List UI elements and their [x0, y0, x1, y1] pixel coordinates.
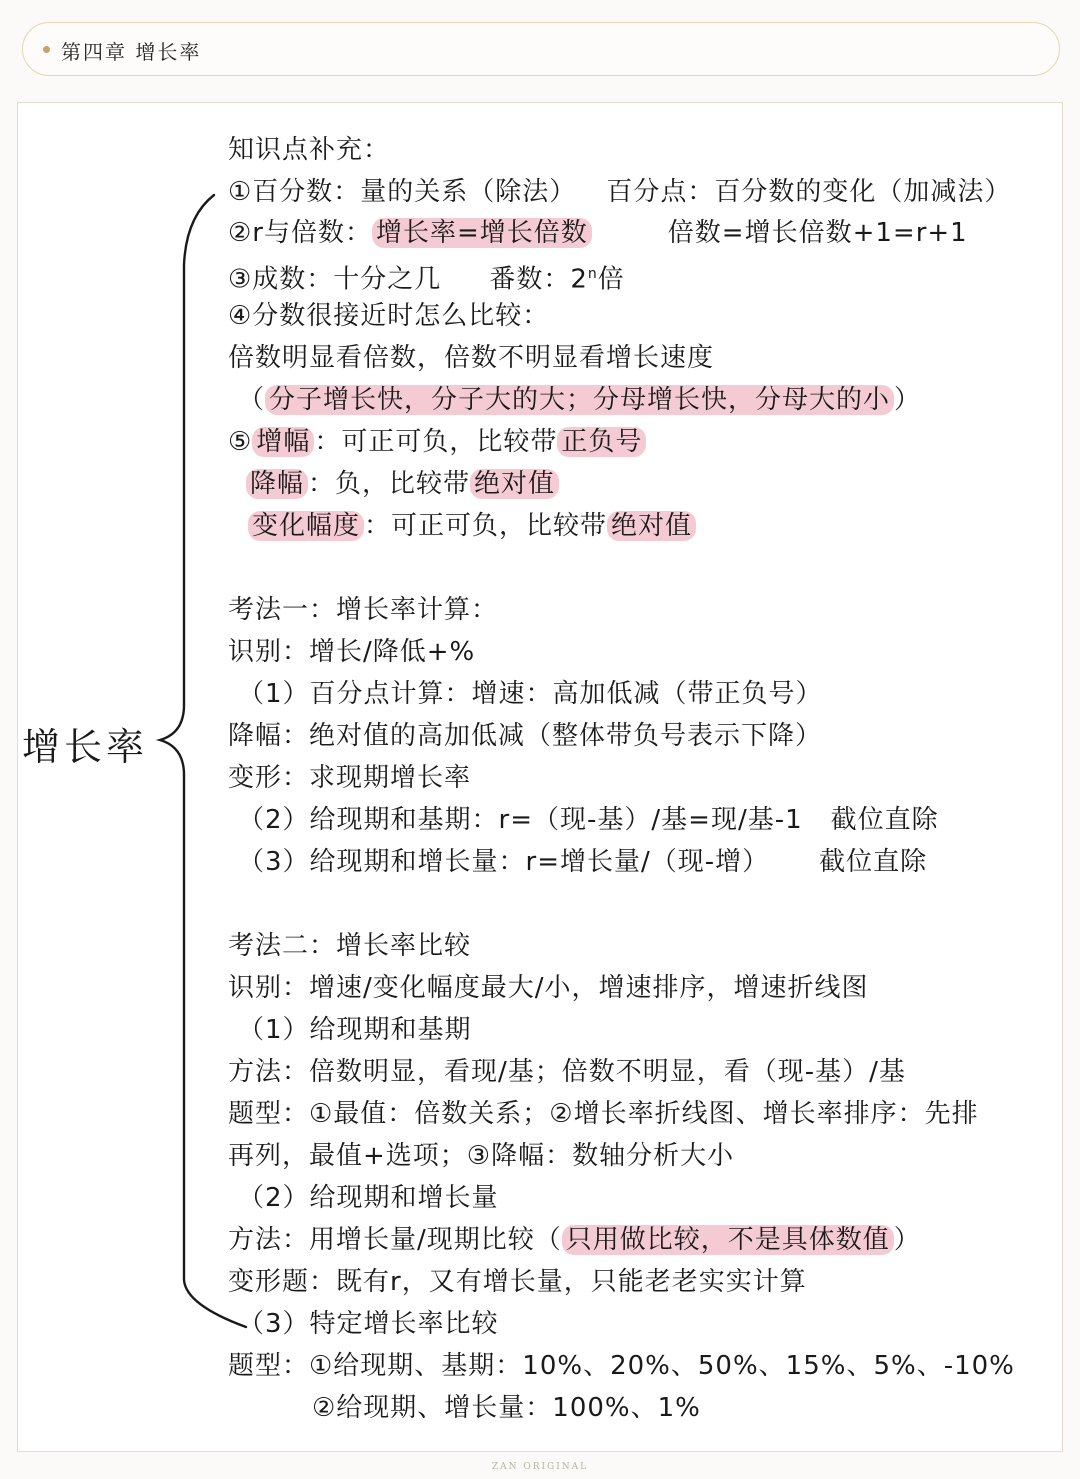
item-5c-mid: ：可正可负，比较带: [364, 511, 608, 541]
method-2-title: 考法二：增长率比较: [228, 931, 472, 961]
method-2-identify: 识别：增速/变化幅度最大/小，增速排序，增速折线图: [228, 973, 869, 1003]
method-2-point-2: （2）给现期和增长量: [238, 1183, 499, 1213]
point-3-note: 截位直除: [819, 847, 928, 877]
highlight: 增幅: [252, 427, 314, 457]
supplement-item-2: [228, 217, 968, 249]
method-2-point-3-types: 题型：①给现期、基期：10%、20%、50%、15%、5%、-10%: [228, 1351, 1015, 1381]
method-1-point-1b: 降幅：绝对值的高加低减（整体带负号表示下降）: [228, 721, 823, 751]
bullet-dot-icon: [43, 46, 50, 53]
close-paren: ）: [894, 385, 922, 415]
supplement-item-4: ④分数很接近时怎么比较：: [228, 301, 550, 331]
highlight: 增长率=增长倍数: [372, 218, 592, 248]
item-2-a: ②r与倍数：: [228, 218, 372, 248]
highlight: 变化幅度: [248, 511, 364, 541]
open-paren: （: [238, 385, 266, 415]
chapter-title: 第四章 增长率: [61, 40, 202, 64]
method-2-point-1-types-2: 再列，最值+选项；③降幅：数轴分析大小: [228, 1141, 735, 1171]
method-1-identify: 识别：增长/降低+%: [228, 637, 476, 667]
supplement-item-5: [228, 426, 646, 458]
point-2-note: 截位直除: [830, 805, 939, 835]
supplement-item-4-line-3: [238, 384, 921, 416]
item-3-a: ③成数：十分之几: [228, 264, 442, 295]
supplement-title: 知识点补充：: [228, 135, 391, 165]
highlight: 绝对值: [470, 469, 559, 499]
method-1-title: 考法一：增长率计算：: [228, 595, 499, 625]
highlight: 分子增长快，分子大的大；分母增长快，分母大的小: [265, 385, 894, 415]
supplement-item-5-c: [248, 510, 696, 542]
method-2-point-3: （3）特定增长率比较: [238, 1309, 499, 1339]
watermark: ZAN ORIGINAL: [491, 1462, 589, 1472]
method-1-point-3: [238, 846, 927, 878]
supplement-item-5-b: [246, 468, 559, 500]
method-1-point-1: （1）百分点计算：增速：高加低减（带正负号）: [238, 679, 823, 709]
supplement-item-4-line-2: 倍数明显看倍数，倍数不明显看增长速度: [228, 343, 715, 373]
method-2-point-2-method: [228, 1224, 921, 1256]
item-3-b: 番数：2: [489, 264, 588, 295]
item-1-b: 百分点：百分数的变化（加减法）: [606, 177, 1012, 207]
method-1-point-2: [238, 804, 939, 836]
highlight: 绝对值: [607, 511, 696, 541]
chapter-header: [22, 22, 1060, 76]
point-2-method-text: 方法：用增长量/现期比较（: [228, 1225, 562, 1255]
method-2-point-3-types-2: ②给现期、增长量：100%、1%: [312, 1393, 701, 1423]
exponent: n: [587, 266, 598, 282]
supplement-item-1: [228, 176, 1011, 208]
method-2-point-1: （1）给现期和基期: [238, 1015, 472, 1045]
method-2-point-1-types: 题型：①最值：倍数关系；②增长率折线图、增长率排序：先排: [228, 1099, 979, 1129]
item-1-a: ①百分数：量的关系（除法）: [228, 177, 577, 207]
item-5b-mid: ：负，比较带: [308, 469, 471, 499]
highlight: 只用做比较，不是具体数值: [562, 1225, 894, 1255]
method-1-point-1c: 变形：求现期增长率: [228, 763, 472, 793]
topic-title: 增长率: [22, 725, 149, 769]
method-2-point-1-method: 方法：倍数明显，看现/基；倍数不明显，看（现-基）/基: [228, 1057, 906, 1087]
item-5-mid: ：可正可负，比较带: [314, 427, 558, 457]
point-2-formula: （2）给现期和基期：r=（现-基）/基=现/基-1: [238, 805, 803, 835]
item-3-c: 倍: [597, 264, 625, 295]
supplement-item-3: [228, 258, 625, 296]
item-2-b: 倍数=增长倍数+1=r+1: [667, 218, 968, 248]
close-paren: ）: [893, 1225, 921, 1255]
highlight: 降幅: [246, 469, 308, 499]
method-2-point-2-variant: 变形题：既有r，又有增长量，只能老老实实计算: [228, 1267, 807, 1297]
point-3-formula: （3）给现期和增长量：r=增长量/（现-增）: [238, 847, 770, 877]
highlight: 正负号: [557, 427, 646, 457]
item-5-number: ⑤: [228, 427, 253, 457]
